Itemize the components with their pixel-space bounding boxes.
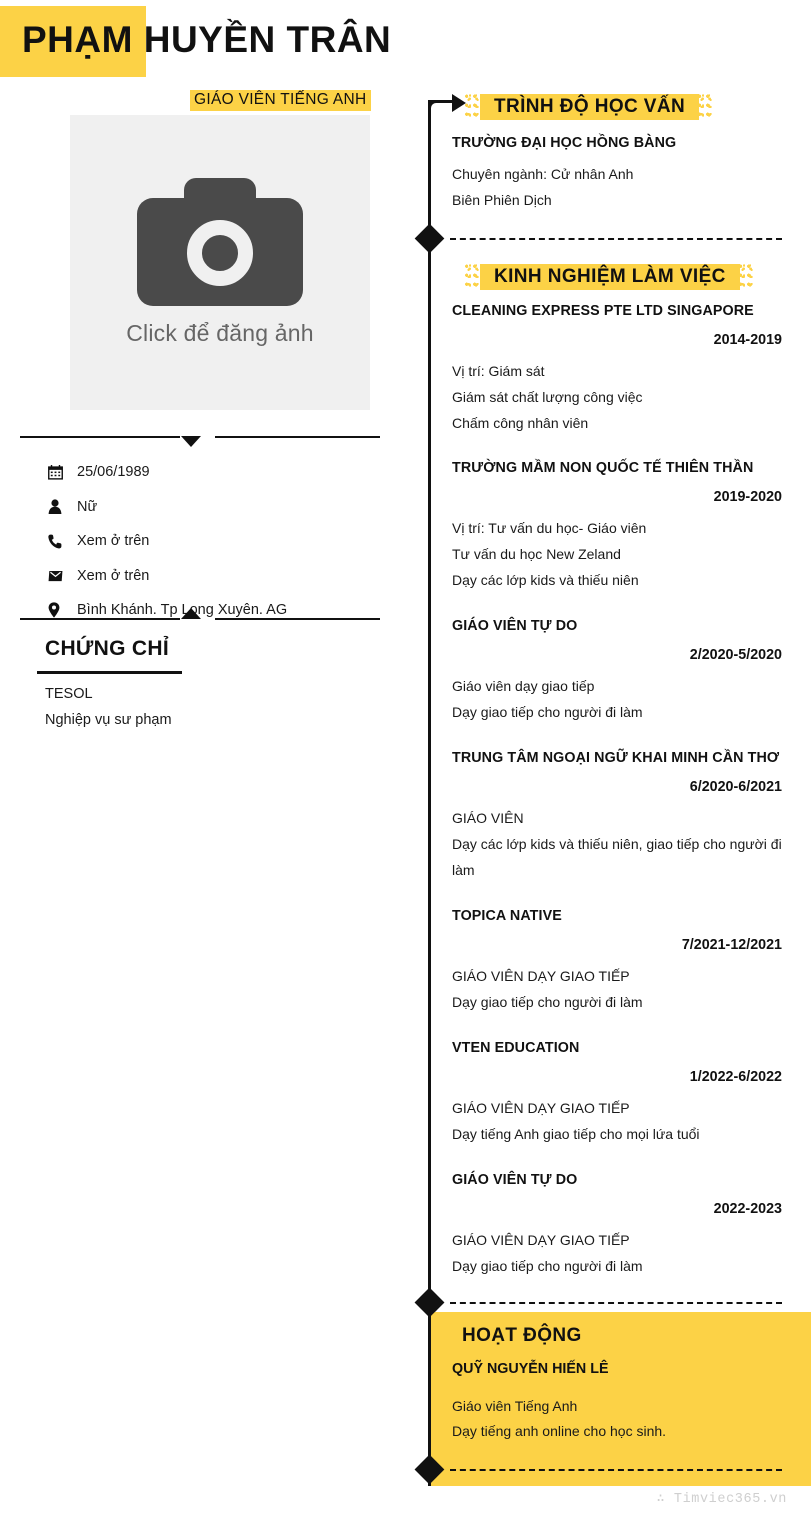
certificates-list bbox=[45, 681, 365, 733]
experience-date: 2022-2023 bbox=[713, 1201, 782, 1217]
certificate-item: TESOL bbox=[45, 686, 93, 702]
calendar-icon bbox=[48, 465, 74, 480]
personal-info-list bbox=[48, 455, 388, 628]
experience-org: TOPICA NATIVE bbox=[452, 908, 562, 924]
experience-desc-line: Dạy giao tiếp cho người đi làm bbox=[452, 994, 643, 1010]
experience-entry bbox=[452, 616, 782, 725]
triangle-up-icon bbox=[181, 608, 201, 619]
experience-org: GIÁO VIÊN TỰ DO bbox=[452, 1172, 578, 1188]
dashed-separator bbox=[450, 238, 782, 240]
job-title: GIÁO VIÊN TIẾNG ANH bbox=[190, 90, 371, 111]
info-row-gender bbox=[48, 490, 388, 525]
education-title-text: TRÌNH ĐỘ HỌC VẤN bbox=[494, 96, 686, 117]
education-org: TRƯỜNG ĐẠI HỌC HỒNG BÀNG bbox=[452, 135, 677, 151]
experience-entry bbox=[452, 458, 782, 593]
info-value-address: Bình Khánh. Tp Long Xuyên. AG bbox=[77, 602, 288, 619]
certificates-underline bbox=[37, 671, 182, 674]
experience-desc-line: GIÁO VIÊN DẠY GIAO TIẾP bbox=[452, 968, 630, 984]
experience-desc-line: Dạy giao tiếp cho người đi làm bbox=[452, 704, 643, 720]
dashed-separator bbox=[450, 1302, 782, 1304]
experience-org: GIÁO VIÊN TỰ DO bbox=[452, 618, 578, 634]
experience-date: 1/2022-6/2022 bbox=[689, 1069, 782, 1085]
activity-desc-line: Giáo viên Tiếng Anh bbox=[452, 1398, 578, 1414]
education-description bbox=[452, 161, 782, 213]
certificate-item: Nghiệp vụ sư phạm bbox=[45, 712, 172, 728]
activity-desc-line: Dạy tiếng anh online cho học sinh. bbox=[452, 1423, 667, 1439]
experience-date: 2/2020-5/2020 bbox=[689, 647, 782, 663]
experience-org: TRƯỜNG MẦM NON QUỐC TẾ THIÊN THẦN bbox=[452, 460, 754, 476]
info-value-gender: Nữ bbox=[77, 498, 98, 515]
experience-desc-line: Vị trí: Giám sát bbox=[452, 363, 545, 379]
experience-desc-line: GIÁO VIÊN DẠY GIAO TIẾP bbox=[452, 1232, 630, 1248]
site-watermark: ∴ Timviec365.vn bbox=[656, 1492, 787, 1507]
experience-entry bbox=[452, 1170, 782, 1279]
experience-date: 6/2020-6/2021 bbox=[689, 779, 782, 795]
experience-desc-line: Chấm công nhân viên bbox=[452, 415, 589, 431]
info-row-phone bbox=[48, 524, 388, 559]
timeline-line bbox=[428, 108, 431, 1486]
dashed-separator bbox=[450, 1469, 782, 1471]
experience-date: 2019-2020 bbox=[713, 489, 782, 505]
timeline-diamond-marker bbox=[415, 224, 445, 254]
experience-description bbox=[452, 515, 782, 593]
certificates-title: CHỨNG CHỈ bbox=[45, 637, 169, 660]
triangle-down-icon bbox=[181, 436, 201, 447]
experience-description bbox=[452, 1227, 782, 1279]
experience-desc-line: Tư vấn du học New Zeland bbox=[452, 546, 621, 562]
experience-description bbox=[452, 358, 782, 436]
experience-date: 7/2021-12/2021 bbox=[681, 937, 782, 953]
experience-entry bbox=[452, 748, 782, 883]
experience-title-text: KINH NGHIỆM LÀM VIỆC bbox=[494, 266, 726, 287]
info-row-birthdate bbox=[48, 455, 388, 490]
experience-description bbox=[452, 1095, 782, 1147]
timeline-arrow-connector bbox=[428, 92, 470, 112]
divider-top bbox=[20, 430, 380, 444]
experience-org: VTEN EDUCATION bbox=[452, 1040, 580, 1056]
experience-description bbox=[452, 805, 782, 883]
experience-desc-line: Vị trí: Tư vấn du học- Giáo viên bbox=[452, 520, 647, 536]
experience-desc-line: Dạy tiếng Anh giao tiếp cho mọi lứa tuổi bbox=[452, 1126, 700, 1142]
experience-desc-line: Dạy các lớp kids và thiếu niên, giao tiếp cho người đi làm bbox=[452, 836, 782, 878]
photo-upload-label: Click để đăng ảnh bbox=[126, 320, 314, 346]
camera-icon bbox=[137, 178, 303, 306]
timeline-line-lower bbox=[428, 1292, 431, 1486]
experience-desc-line: Dạy các lớp kids và thiếu niên bbox=[452, 572, 639, 588]
experience-desc-line: GIÁO VIÊN DẠY GIAO TIẾP bbox=[452, 1100, 630, 1116]
candidate-name: PHẠM HUYỀN TRÂN bbox=[22, 19, 392, 60]
info-value-birthdate: 25/06/1989 bbox=[77, 464, 150, 481]
experience-desc-line: Giám sát chất lượng công việc bbox=[452, 389, 643, 405]
experience-entry bbox=[452, 1038, 782, 1147]
education-desc-line: Biên Phiên Dịch bbox=[452, 192, 552, 208]
experience-section-title bbox=[480, 262, 740, 293]
education-entry bbox=[452, 133, 782, 213]
photo-upload-box[interactable] bbox=[70, 115, 370, 410]
experience-desc-line: Giáo viên dạy giao tiếp bbox=[452, 678, 595, 694]
info-value-phone: Xem ở trên bbox=[77, 533, 150, 550]
arrow-right-icon bbox=[452, 94, 466, 112]
envelope-icon bbox=[48, 570, 74, 582]
education-section-title bbox=[480, 92, 699, 123]
experience-entry bbox=[452, 301, 782, 436]
experience-desc-line: Dạy giao tiếp cho người đi làm bbox=[452, 1258, 643, 1274]
divider-bottom bbox=[20, 612, 380, 626]
person-icon bbox=[48, 499, 74, 514]
experience-org: TRUNG TÂM NGOẠI NGỮ KHAI MINH CẦN THƠ bbox=[452, 750, 780, 766]
info-value-email: Xem ở trên bbox=[77, 567, 150, 584]
experience-description bbox=[452, 963, 782, 1015]
education-desc-line: Chuyên ngành: Cử nhân Anh bbox=[452, 166, 634, 182]
experience-desc-line: GIÁO VIÊN bbox=[452, 810, 524, 826]
activity-title: HOẠT ĐỘNG bbox=[462, 1325, 582, 1346]
info-row-email bbox=[48, 559, 388, 594]
phone-icon bbox=[48, 534, 74, 549]
experience-description bbox=[452, 673, 782, 725]
activity-org: QUỸ NGUYỄN HIẾN LÊ bbox=[452, 1361, 609, 1377]
experience-date: 2014-2019 bbox=[713, 332, 782, 348]
experience-org: CLEANING EXPRESS PTE LTD SINGAPORE bbox=[452, 303, 754, 319]
experience-entry bbox=[452, 906, 782, 1015]
cv-header bbox=[0, 0, 430, 88]
activity-description bbox=[452, 1394, 782, 1444]
